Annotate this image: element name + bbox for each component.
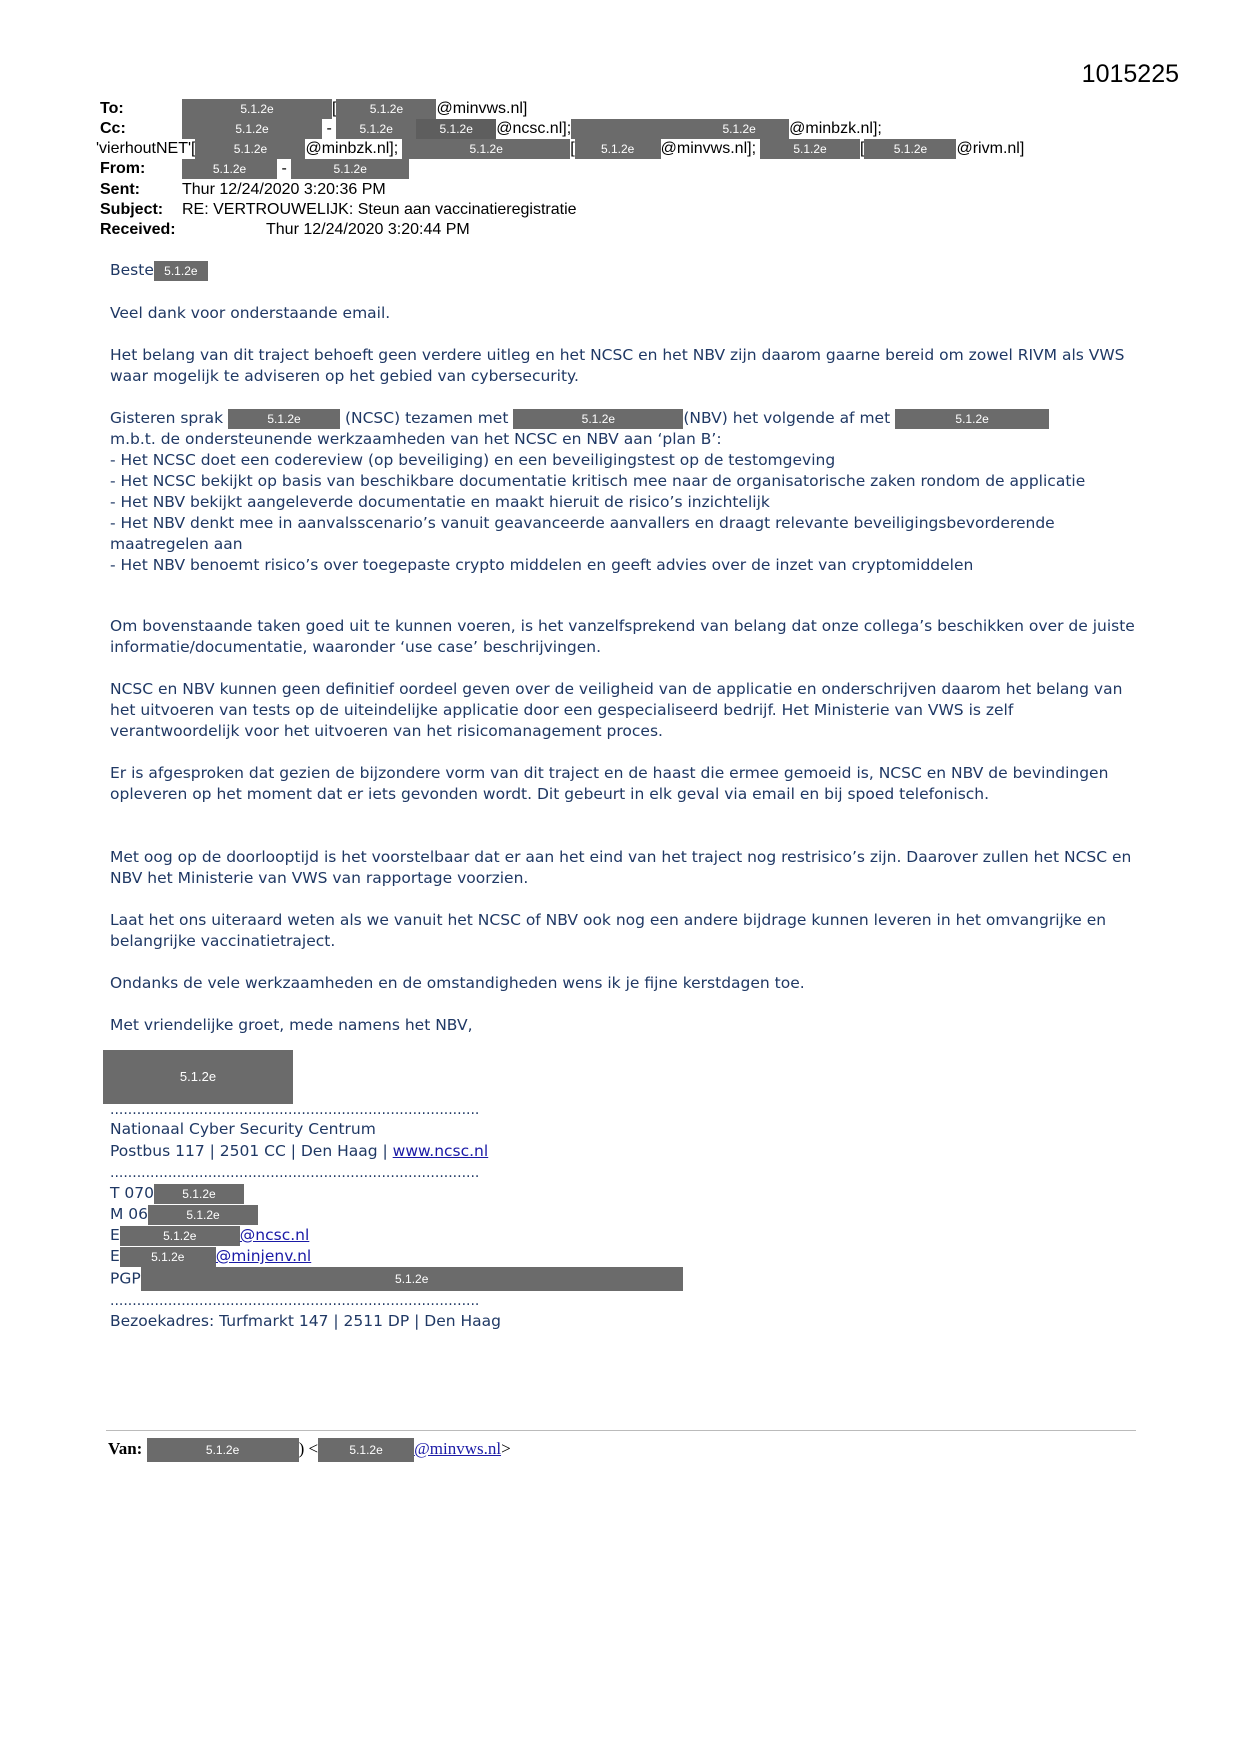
redaction: 5.1.2e — [513, 409, 683, 429]
cc-domain-3: @minbzk.nl]; — [305, 140, 399, 158]
redaction: 5.1.2e — [195, 139, 305, 159]
list-item: - Het NBV bekijkt aangeleverde documentatie en maakt hieruit de risico’s inzichtelijk — [110, 493, 770, 511]
van-email-link[interactable]: @minvws.nl — [414, 1438, 502, 1458]
paragraph-6: Er is afgesproken dat gezien de bijzondere vorm van dit traject en de haast die ermee gemoeid is, NCSC en NBV de bevindingen opleveren op het moment dat er iets gevonden wordt. Dit gebeurt in elk geval via email en bij spoed telefonisch. — [110, 764, 1109, 803]
email-link-ncsc[interactable]: @ncsc.nl — [239, 1226, 310, 1244]
paragraph-2: Het belang van dit traject behoeft geen verdere uitleg en het NCSC en het NBV zijn daarom gaarne bereid om zowel RIVM als VWS waar mogelijk te adviseren op het gebied van cybersecurity. — [110, 346, 1125, 385]
redaction: 5.1.2e — [148, 1205, 258, 1225]
cc-domain-5: @rivm.nl] — [956, 140, 1025, 158]
pgp-row — [110, 1267, 1140, 1291]
redaction: 5.1.2e — [689, 119, 789, 139]
document-number: 1015225 — [1081, 60, 1179, 88]
dotted-divider: ................................................................................... — [110, 1165, 480, 1181]
redaction: 5.1.2e — [154, 261, 208, 281]
phone-t-row — [110, 1183, 1140, 1204]
redaction: 5.1.2e — [760, 139, 860, 159]
redaction: 5.1.2e — [864, 139, 956, 159]
document-page: 1015225 To: 5.1.2e [ 5.1.2e @minvws.nl] Cc: 5.1.2e - 5.1.2e 5.1.2e @ncsc.nl]; 5.1.2e @minbzk.nl]; 'vierhoutNET'[ 5.1.2e @minbzk.nl]; 5.1.2e [ 5.1.2e @minvws.nl]; 5.1.2e [ 5.1.2e @rivm.nl] From: 5.1.2e - 5.1.2e Sent: Thur 12/24/2020 3:20:36 PM Subject: RE: VERTROUWELIJK: Steun aan vaccinatieregistratie Received: Thur 12/24/2020 3:20:44 PM Beste 5.1.2e Veel dank voor onderstaande email. Het belang van dit traject behoeft geen verdere uitleg en het NCSC en het NBV zijn daarom gaarne bereid om zowel RIVM als VWS waar mogelijk te adviseren op het gebied van cybersecurity. Gisteren sprak 5.1.2e (NCSC) tezamen met 5.1.2e (NBV) het volgende af met 5.1.2e m.b.t. de ondersteunende werkzaamheden van het NCSC en NBV aan ‘plan B’: - Het NCSC doet een codereview (op beveiliging) en een beveiligingstest op de testomgeving - Het NCSC bekijkt op basis van beschikbare documentatie kritisch mee naar de organisatorische zaken rondom de applicatie - Het NBV bekijkt aangeleverde documentatie en maakt hieruit de risico’s inzichtelijk - Het NBV denkt mee in aanvalsscenario’s vanuit geavanceerde aanvallers en draagt relevante beveiligingsbevorderende maatregelen aan - Het NBV benoemt risico’s over toegepaste crypto middelen en geeft advies over de inzet van cryptomiddelen Om bovenstaande taken goed uit te kunnen voeren, is het vanzelfsprekend van belang dat onze collega’s beschikken over de juiste informatie/documentatie, waaronder ‘use case’ beschrijvingen. NCSC en NBV kunnen geen definitief oordeel geven over de veiligheid van de applicatie en onderschrijven daarom het belang van het uitvoeren van tests op de uiteindelijke applicatie door een gespecialiseerd bedrijf. Het Ministerie van VWS is zelf verantwoordelijk voor het uitvoeren van het risicomanagement proces. Er is afgesproken dat gezien de bijzondere vorm van dit traject en de haast die ermee gemoeid is, NCSC en NBV de bevindingen opleveren op het moment dat er iets gevonden wordt. Dit gebeurt in elk geval via email en bij spoed telefonisch. Met oog op de doorlooptijd is het voorstelbaar dat er aan het eind van het traject nog restrisico’s zijn. Daarover zullen het NCSC en NBV het Ministerie van VWS van rapportage voorzien. Laat het ons uiteraard weten als we vanuit het NCSC of NBV ook nog een andere bijdrage kunnen leveren in het omvangrijke en belangrijke vaccinatietraject. Ondanks de vele werkzaamheden en de omstandigheden wens ik je fijne kerstdagen toe. Met vriendelijke groet, mede namens het NBV, 5.1.2e ................................................................................... Nationaal Cyber Security Centrum Postbus 117 | 2501 CC | Den Haag | www.ncsc.nl ................................................................................... T 070 5.1.2e M 06 5.1.2e E 5.1.2e @ncsc.nl E 5.1.2e @minjenv.nl PGP 5.1.2e ................................................................................... Bezoekadres: Turfmarkt 147 | 2511 DP | Den Haag Van: 5.1.2e ) < 5.1.2e @minvws.nl> — [0, 0, 1241, 1754]
p3-text-b: (NCSC) tezamen met — [344, 409, 509, 427]
subject-value: RE: VERTROUWELIJK: Steun aan vaccinatieregistratie — [182, 201, 577, 218]
cc-line2-prefix: 'vierhoutNET'[ — [96, 140, 196, 158]
email-link-minjenv[interactable]: @minjenv.nl — [215, 1247, 312, 1265]
greeting-text: Beste — [110, 261, 154, 279]
subject-label: Subject: — [100, 201, 164, 218]
paragraph-5: NCSC en NBV kunnen geen definitief oordeel geven over de veiligheid van de applicatie en onderschrijven daarom het belang van het uitvoeren van tests op de uiteindelijke applicatie door een gespecialiseerd bedrijf. Het Ministerie van VWS is zelf verantwoordelijk voor het uitvoeren van het risicomanagement proces. — [110, 680, 1123, 740]
redaction — [571, 119, 689, 139]
redaction: 5.1.2e — [120, 1226, 240, 1246]
list-item: - Het NCSC doet een codereview (op beveiliging) en een beveiligingstest op de testomgeving — [110, 451, 836, 469]
dotted-divider: ................................................................................... — [110, 1102, 480, 1118]
van-label: Van: — [108, 1438, 143, 1458]
redaction: 5.1.2e — [416, 119, 496, 139]
paragraph-4: Om bovenstaande taken goed uit te kunnen voeren, is het vanzelfsprekend van belang dat onze collega’s beschikken over de juiste informatie/documentatie, waaronder ‘use case’ beschrijvingen. — [110, 617, 1135, 656]
quoted-van-row — [108, 1438, 511, 1462]
quote-separator — [106, 1430, 1136, 1431]
paragraph-1: Veel dank voor onderstaande email. — [110, 304, 391, 322]
cc-domain-2: @minbzk.nl]; — [789, 120, 882, 138]
van-separator: ) < — [298, 1438, 319, 1458]
received-label: Received: — [100, 221, 176, 238]
dotted-divider: ................................................................................... — [110, 1293, 480, 1309]
visit-address: Bezoekadres: Turfmarkt 147 | 2511 DP | Den Haag — [110, 1312, 501, 1330]
website-link[interactable]: www.ncsc.nl — [392, 1142, 489, 1160]
paragraph-3 — [110, 408, 1140, 450]
redaction: 5.1.2e — [291, 159, 409, 179]
to-domain: @minvws.nl] — [436, 100, 528, 118]
bullet-list — [110, 450, 1140, 576]
redaction: 5.1.2e — [318, 1438, 414, 1462]
redaction: 5.1.2e — [895, 409, 1049, 429]
redaction: 5.1.2e — [228, 409, 340, 429]
sent-value: Thur 12/24/2020 3:20:36 PM — [182, 181, 386, 198]
pgp-label: PGP — [110, 1269, 141, 1288]
redaction: 5.1.2e — [575, 139, 661, 159]
cc-domain-1: @ncsc.nl]; — [496, 120, 572, 138]
m-label: M 06 — [110, 1205, 149, 1223]
redaction: 5.1.2e — [147, 1438, 299, 1462]
sent-label: Sent: — [100, 181, 140, 198]
cc-row-2: 'vierhoutNET'[ 5.1.2e @minbzk.nl]; 5.1.2e [ 5.1.2e @minvws.nl]; 5.1.2e [ 5.1.2e @rivm.nl] — [96, 140, 1025, 158]
redaction: 5.1.2e — [336, 119, 416, 139]
signature-address — [110, 1141, 1140, 1162]
address-text: Postbus 117 | 2501 CC | Den Haag | — [110, 1142, 388, 1160]
redaction: 5.1.2e — [336, 99, 436, 119]
list-item: - Het NBV benoemt risico’s over toegepaste crypto middelen en geeft advies over de inzet van cryptomiddelen — [110, 556, 974, 574]
email-row-2 — [110, 1246, 1140, 1267]
closing: Met vriendelijke groet, mede namens het NBV, — [110, 1016, 473, 1034]
p3-text-d: m.b.t. de ondersteunende werkzaamheden van het NCSC en NBV aan ‘plan B’: — [110, 430, 722, 448]
van-end: > — [501, 1438, 511, 1458]
redaction: 5.1.2e — [154, 1184, 244, 1204]
e-label: E — [110, 1247, 120, 1265]
list-item: - Het NBV denkt mee in aanvalsscenario’s vanuit geavanceerde aanvallers en draagt relevante beveiligingsbevorderende maatregelen aan — [110, 514, 1055, 553]
redaction: 5.1.2e — [182, 119, 322, 139]
email-row-1 — [110, 1225, 1140, 1246]
p3-text-a: Gisteren sprak — [110, 409, 224, 427]
redaction: 5.1.2e — [182, 159, 277, 179]
greeting — [110, 260, 1140, 281]
phone-m-row — [110, 1204, 1140, 1225]
redaction: 5.1.2e — [120, 1247, 216, 1267]
redaction: 5.1.2e — [182, 99, 332, 119]
list-item: - Het NCSC bekijkt op basis van beschikbare documentatie kritisch mee naar de organisatorische zaken rondom de applicatie — [110, 472, 1086, 490]
p3-text-c: (NBV) het volgende af met — [683, 409, 891, 427]
paragraph-7: Met oog op de doorlooptijd is het voorstelbaar dat er aan het eind van het traject nog restrisico’s zijn. Daarover zullen het NCSC en NBV het Ministerie van VWS van rapportage voorzien. — [110, 848, 1132, 887]
t-label: T 070 — [110, 1184, 154, 1202]
paragraph-9: Ondanks de vele werkzaamheden en de omstandigheden wens ik je fijne kerstdagen toe. — [110, 974, 805, 992]
received-value: Thur 12/24/2020 3:20:44 PM — [266, 221, 470, 238]
paragraph-8: Laat het ons uiteraard weten als we vanuit het NCSC of NBV ook nog een andere bijdrage kunnen leveren in het omvangrijke en belangrijke vaccinatietraject. — [110, 911, 1107, 950]
redaction: 5.1.2e — [402, 139, 570, 159]
e-label: E — [110, 1226, 120, 1244]
cc-label: Cc: — [100, 120, 126, 137]
redaction: 5.1.2e — [141, 1267, 683, 1291]
to-label: To: — [100, 100, 124, 117]
signature-name-redaction: 5.1.2e — [103, 1050, 293, 1104]
cc-domain-4: @minvws.nl]; — [660, 140, 757, 158]
from-label: From: — [100, 160, 146, 177]
signature-org: Nationaal Cyber Security Centrum — [110, 1120, 376, 1138]
